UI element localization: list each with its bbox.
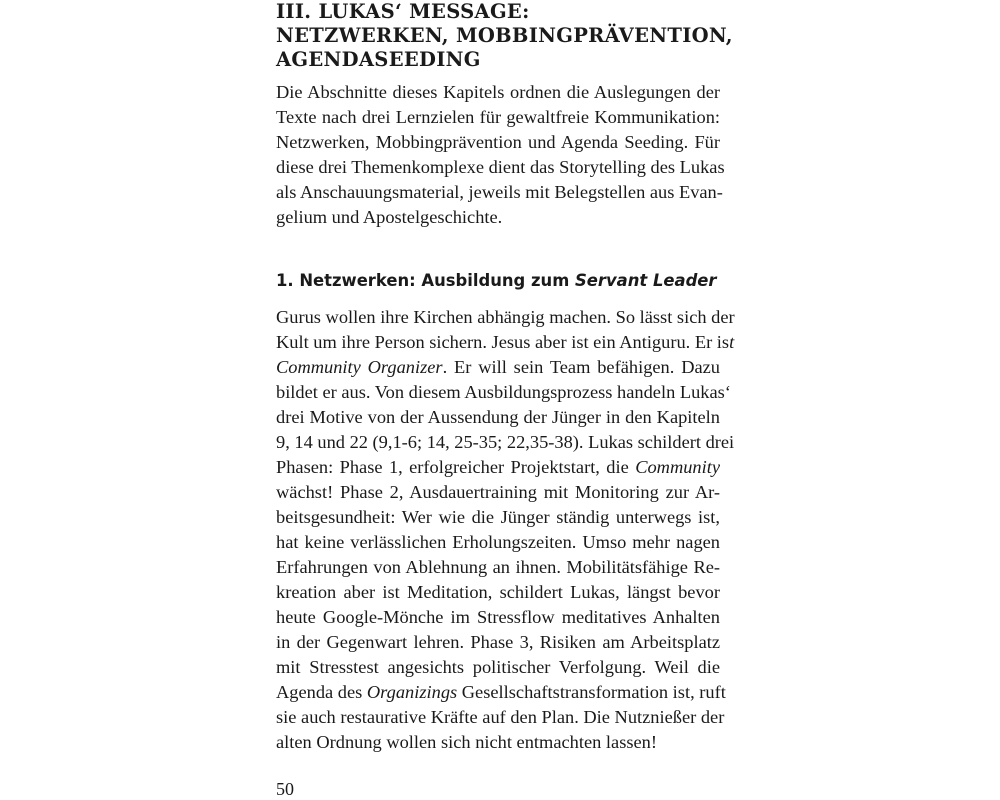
text-run: Gesellschaftstransformation ist, ruft: [457, 682, 726, 702]
text-run-italic: Community Organizer: [276, 357, 443, 377]
text-line: Netzwerken, Mobbingprävention und Agenda Seeding. Für: [276, 132, 720, 152]
text-line: als Anschauungsmaterial, jeweils mit Belegstellen aus Evan-: [276, 182, 723, 202]
text-line: [276, 355, 720, 380]
page-number: 50: [276, 779, 294, 799]
text-line: in der Gegenwart lehren. Phase 3, Risiken am Arbeitsplatz: [276, 632, 720, 652]
section-heading: [276, 270, 717, 292]
section-heading-text: 1. Netzwerken: Ausbildung zum: [276, 271, 575, 290]
text-line: Texte nach drei Lernzielen für gewaltfreie Kommunikation:: [276, 107, 720, 127]
text-line: heute Google-Mönche im Stressflow meditatives Anhalten: [276, 607, 720, 627]
text-run: Phasen: Phase 1, erfolgreicher Projektstart, die: [276, 457, 636, 477]
text-line: sie auch restaurative Kräfte auf den Plan. Die Nutznießer der: [276, 707, 725, 727]
text-line: Gurus wollen ihre Kirchen abhängig machen. So lässt sich der: [276, 307, 735, 327]
chapter-title-line: III. LUKAS‘ MESSAGE:: [276, 0, 530, 23]
text-line: alten Ordnung wollen sich nicht entmachten lassen!: [276, 732, 657, 752]
text-run: . Er will sein Team befähigen. Dazu: [442, 357, 720, 377]
chapter-title: [276, 0, 736, 72]
text-line: 9, 14 und 22 (9,1-6; 14, 25-35; 22,35-38). Lukas schildert drei: [276, 432, 735, 452]
text-run-italic: Community: [635, 457, 720, 477]
text-line: Erfahrungen von Ablehnung an ihnen. Mobilitätsfähige Re-: [276, 557, 720, 577]
text-line: mit Stresstest angesichts politischer Verfolgung. Weil die: [276, 657, 720, 677]
text-line: [276, 330, 735, 355]
text-line: gelium und Apostelgeschichte.: [276, 207, 503, 227]
text-line: wächst! Phase 2, Ausdauertraining mit Monitoring zur Ar-: [276, 482, 720, 502]
text-line: Die Abschnitte dieses Kapitels ordnen die Auslegungen der: [276, 82, 720, 102]
text-line: beitsgesundheit: Wer wie die Jünger ständig unterwegs ist,: [276, 507, 720, 527]
text-line: diese drei Themenkomplexe dient das Storytelling des Lukas: [276, 157, 725, 177]
text-run-italic: t: [729, 332, 735, 352]
section-heading-italic: Servant Leader: [574, 271, 717, 290]
chapter-title-line: NETZWERKEN, MOBBINGPRÄVENTION,: [276, 24, 733, 47]
text-run: Kult um ihre Person sichern. Jesus aber ist ein Antiguru. Er is: [276, 332, 730, 352]
text-line: drei Motive von der Aussendung der Jünger in den Kapiteln: [276, 407, 720, 427]
text-line: [276, 680, 726, 705]
text-line: kreation aber ist Meditation, schildert Lukas, längst bevor: [276, 582, 720, 602]
chapter-title-line: AGENDASEEDING: [276, 48, 481, 71]
body-paragraph: [276, 305, 735, 755]
intro-paragraph: [276, 80, 725, 230]
text-line: hat keine verlässlichen Erholungszeiten. Umso mehr nagen: [276, 532, 720, 552]
text-run: Agenda des: [276, 682, 367, 702]
text-line: [276, 455, 720, 480]
text-run-italic: Organizings: [366, 682, 458, 702]
text-line: bildet er aus. Von diesem Ausbildungsprozess handeln Lukas‘: [276, 382, 731, 402]
